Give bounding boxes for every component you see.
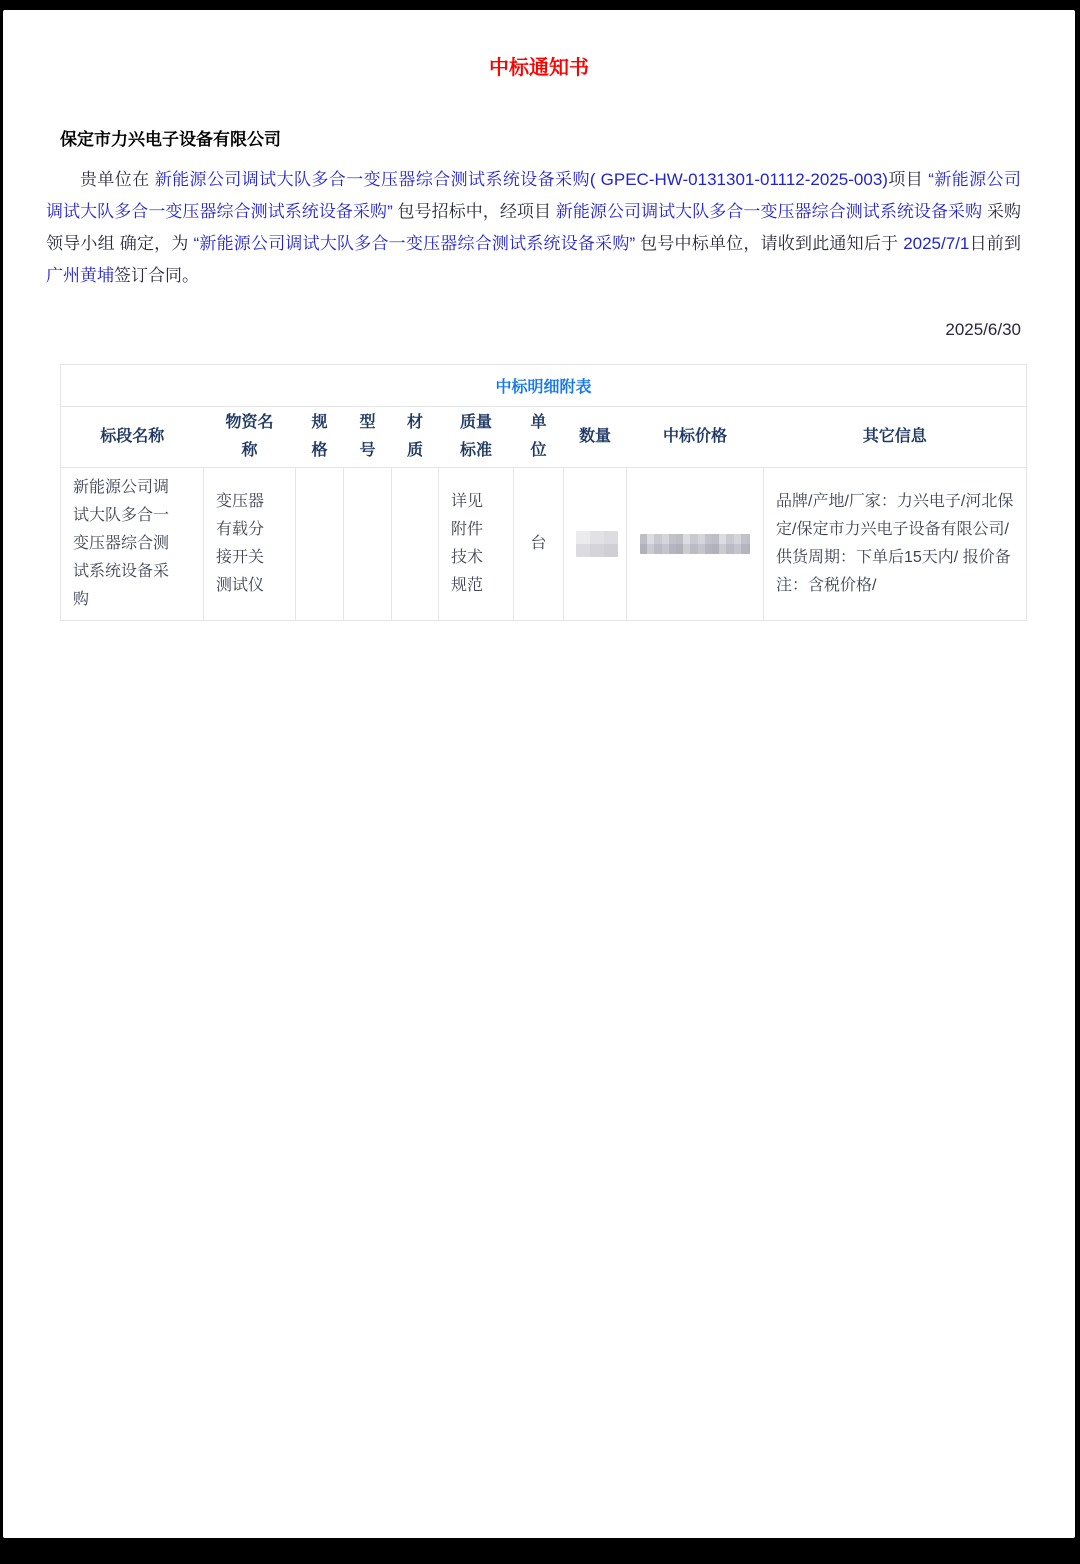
cell-material-name: 变压器有载分接开关测试仪 <box>204 468 296 621</box>
header-material: 材质 <box>392 407 439 468</box>
price-redacted-mosaic <box>640 534 750 554</box>
table-row <box>61 468 1027 621</box>
header-section-name: 标段名称 <box>61 407 204 468</box>
notice-segment-project-code: 新能源公司调试大队多合一变压器综合测试系统设备采购( GPEC-HW-0131301-01112-2025-003) <box>154 170 888 189</box>
cell-material <box>392 468 439 621</box>
cell-spec <box>296 468 344 621</box>
table-title: 中标明细附表 <box>61 365 1027 407</box>
award-detail-table <box>60 364 1027 621</box>
cell-quality-standard: 详见附件技术规范 <box>439 468 514 621</box>
notice-segment: 包号中标单位，请收到此通知后于 <box>635 234 904 253</box>
notice-segment-deadline-date: 2025/7/1 <box>903 234 970 253</box>
notice-segment-project-name: 新能源公司调试大队多合一变压器综合测试系统设备采购 <box>555 202 983 221</box>
header-model: 型号 <box>344 407 392 468</box>
cell-unit: 台 <box>514 468 564 621</box>
cell-quantity <box>564 468 627 621</box>
header-other-info: 其它信息 <box>764 407 1027 468</box>
recipient-name: 保定市力兴电子设备有限公司 <box>60 130 281 149</box>
cell-section-name: 新能源公司调试大队多合一变压器综合测试系统设备采购 <box>61 468 204 621</box>
cell-model <box>344 468 392 621</box>
cell-award-price <box>627 468 764 621</box>
table-title-row <box>61 365 1027 407</box>
cell-other-info: 品牌/产地/厂家：力兴电子/河北保定/保定市力兴电子设备有限公司/ 供货周期：下单后15天内/ 报价备注：含税价格/ <box>764 468 1027 621</box>
header-spec: 规格 <box>296 407 344 468</box>
header-quality-standard: 质量标准 <box>439 407 514 468</box>
header-material-name: 物资名称 <box>204 407 296 468</box>
notice-segment: 包号招标中，经项目 <box>392 202 556 221</box>
notice-segment-package-name: “新能源公司调试大队多合一变压器综合测试系统设备采购” <box>193 234 636 253</box>
doc-title: 中标通知书 <box>489 57 589 79</box>
quantity-redacted-mosaic <box>576 531 618 557</box>
header-unit: 单位 <box>514 407 564 468</box>
header-award-price: 中标价格 <box>627 407 764 468</box>
notice-paragraph <box>46 164 1021 292</box>
notice-segment-location: 广州黄埔 <box>46 266 114 285</box>
notice-segment: 签订合同。 <box>114 266 199 285</box>
notice-segment: 贵单位在 <box>80 170 155 189</box>
notice-segment: 采购领导小组 确定，为 <box>46 202 1021 253</box>
doc-content <box>46 128 1021 621</box>
notice-segment-package-name: “新能源公司调试大队多合一变压器综合测试系统设备采购” <box>46 170 1021 221</box>
header-quantity: 数量 <box>564 407 627 468</box>
table-header-row <box>61 407 1027 468</box>
notice-segment: 日前到 <box>969 234 1021 253</box>
issue-date: 2025/6/30 <box>945 320 1021 339</box>
notice-page <box>3 10 1075 1538</box>
notice-segment: 项目 <box>887 170 929 189</box>
